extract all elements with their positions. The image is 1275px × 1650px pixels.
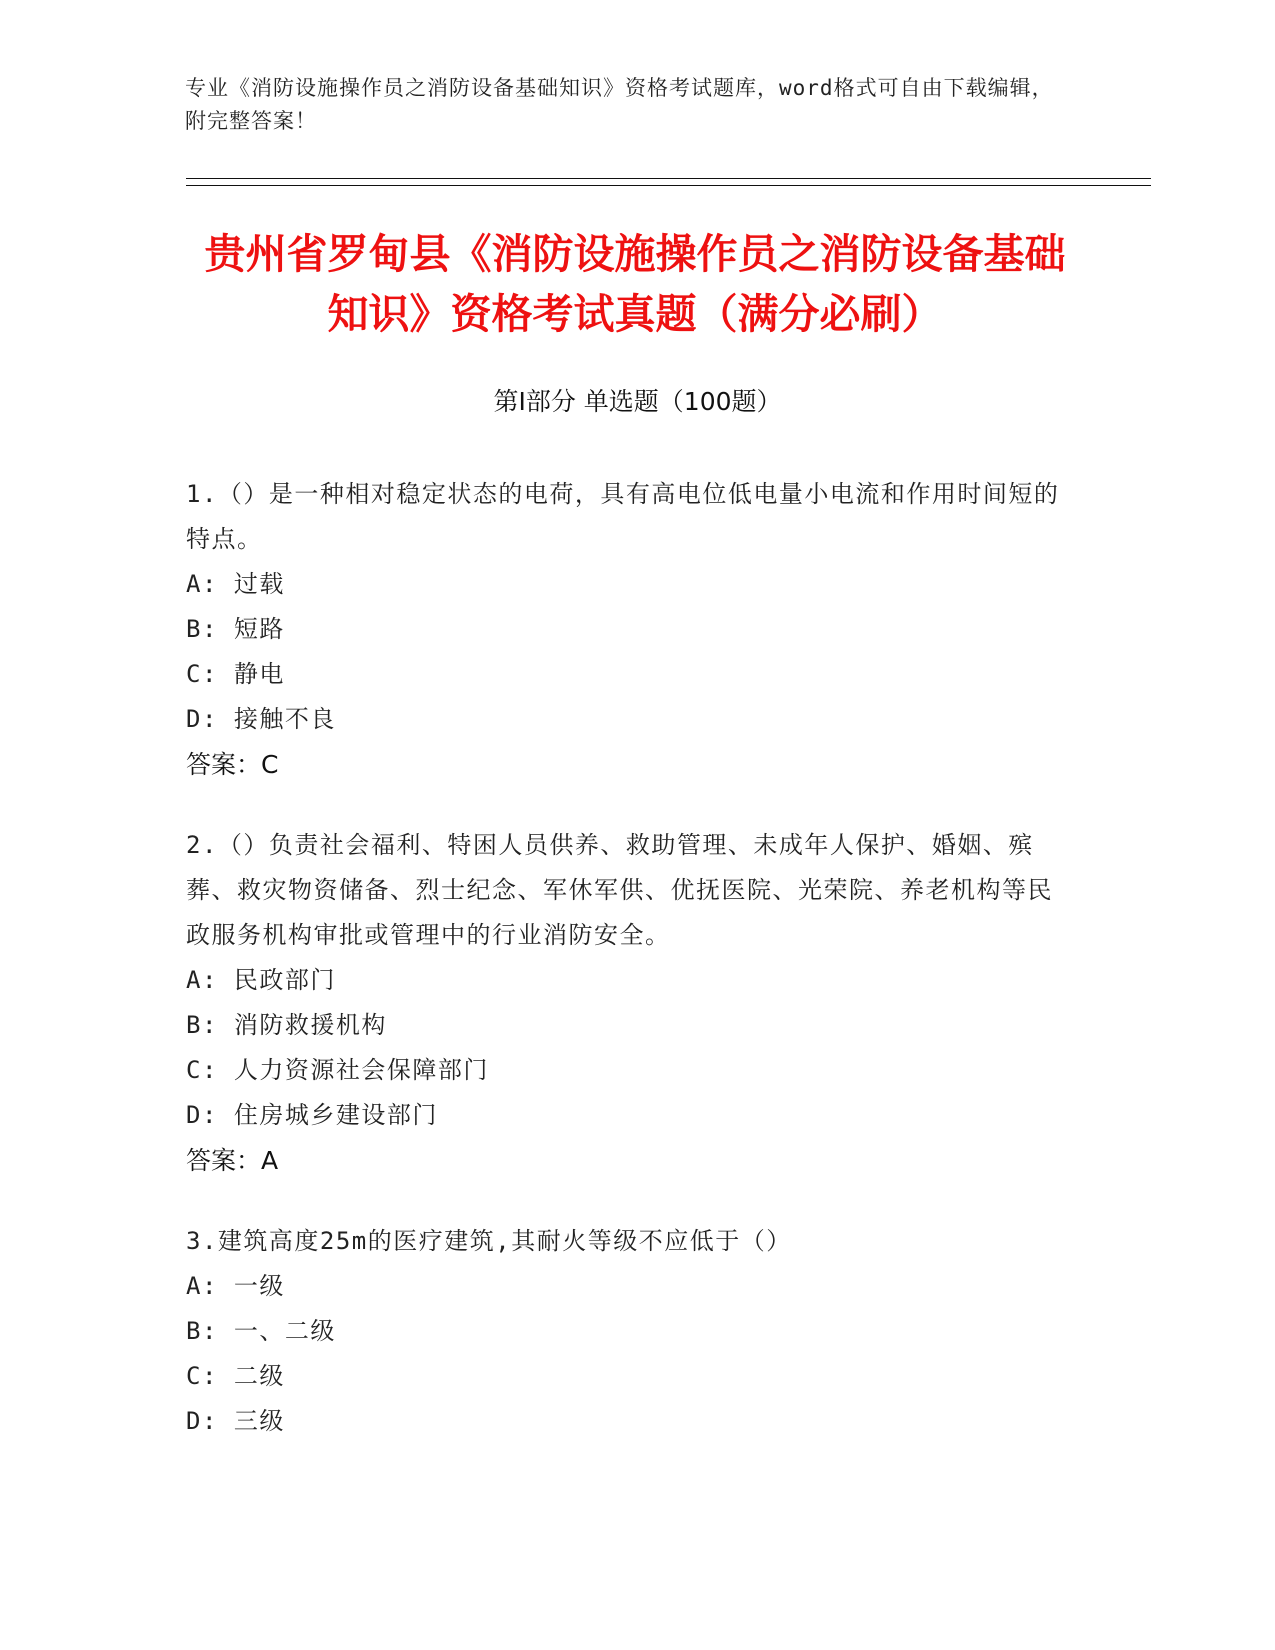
header-divider-top: [186, 178, 1151, 179]
option-c: C: 二级: [186, 1362, 285, 1390]
header-divider-bottom: [186, 185, 1151, 186]
option-a: A: 民政部门: [186, 966, 336, 994]
question-stem: 2.（）负责社会福利、特困人员供养、救助管理、未成年人保护、婚姻、殡葬、救灾物资储备、烈士纪念、军休军供、优抚医院、光荣院、养老机构等民政服务机构审批或管理中的行业消防安全。: [186, 831, 1053, 949]
option-c: C: 静电: [186, 660, 285, 688]
option-b: B: 消防救援机构: [186, 1011, 387, 1039]
header-note: 专业《消防设施操作员之消防设备基础知识》资格考试题库，word格式可自由下载编辑，附完整答案！: [185, 76, 1054, 133]
question-stem: 1.（）是一种相对稳定状态的电荷，具有高电位低电量小电流和作用时间短的特点。: [186, 480, 1060, 553]
answer-label: 答案：C: [186, 750, 279, 779]
option-a: A: 过载: [186, 570, 285, 598]
option-d: D: 住房城乡建设部门: [186, 1101, 438, 1129]
question-stem: 3.建筑高度25m的医疗建筑,其耐火等级不应低于（）: [186, 1227, 792, 1255]
section-title: 第Ⅰ部分 单选题（100题）: [493, 387, 782, 416]
question-3: [186, 1219, 1066, 1444]
option-c: C: 人力资源社会保障部门: [186, 1056, 489, 1084]
question-1: [186, 472, 1066, 787]
question-2: [186, 823, 1066, 1183]
option-b: B: 短路: [186, 615, 285, 643]
question-list: [186, 472, 1066, 1480]
option-d: D: 三级: [186, 1407, 285, 1435]
option-b: B: 一、二级: [186, 1317, 336, 1345]
option-a: A: 一级: [186, 1272, 285, 1300]
answer-label: 答案：A: [186, 1146, 279, 1175]
page-title: 贵州省罗甸县《消防设施操作员之消防设备基础知识》资格考试真题（满分必刷）: [204, 230, 1066, 338]
option-d: D: 接触不良: [186, 705, 336, 733]
